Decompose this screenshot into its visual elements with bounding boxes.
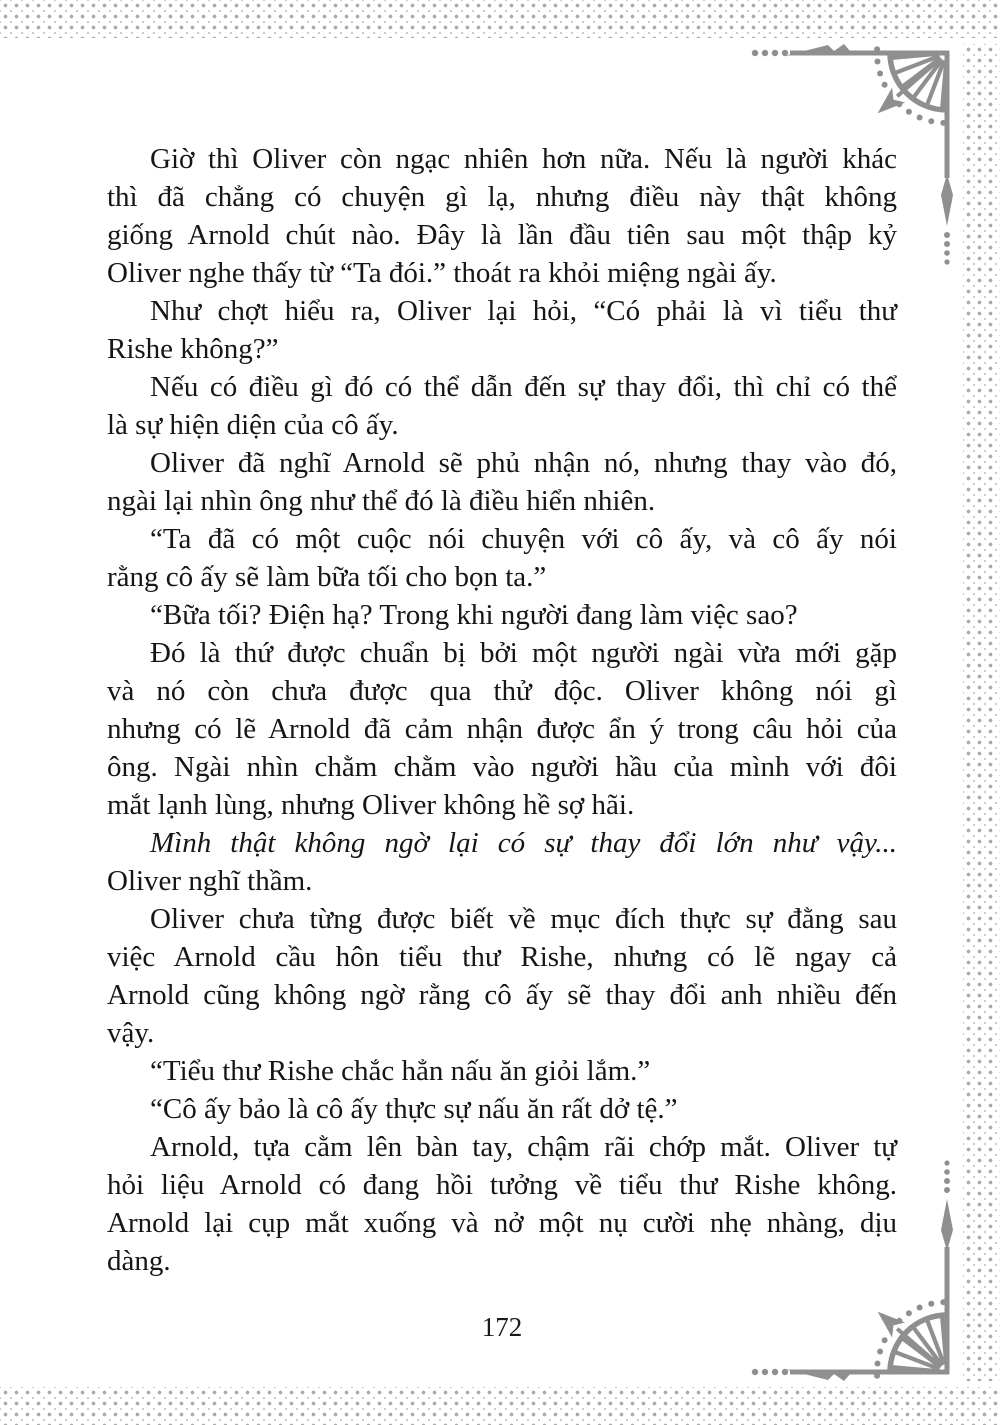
text-line: thì đã chẳng có chuyện gì lạ, nhưng điều này thật không — [107, 181, 897, 213]
text-line: mắt lạnh lùng, nhưng Oliver không hề sợ hãi. — [107, 789, 635, 821]
text-line: “Cô ấy bảo là cô ấy thực sự nấu ăn rất dở tệ.” — [150, 1093, 678, 1125]
text-line: “Bữa tối? Điện hạ? Trong khi người đang làm việc sao? — [150, 599, 798, 631]
text-line: Arnold lại cụp mắt xuống và nở một nụ cười nhẹ nhàng, dịu — [107, 1207, 897, 1239]
text-line: việc Arnold cầu hôn tiểu thư Rishe, nhưng có lẽ ngay cả — [107, 941, 897, 973]
text-line: Mình thật không ngờ lại có sự thay đổi lớn như vậy... — [150, 827, 897, 859]
text-line: Đó là thứ được chuẩn bị bởi một người ngài vừa mới gặp — [150, 637, 897, 669]
text-line: Rishe không?” — [107, 333, 279, 365]
text-line: hỏi liệu Arnold có đang hồi tưởng về tiểu thư Rishe không. — [107, 1169, 897, 1201]
text-line: Arnold cũng không ngờ rằng cô ấy sẽ thay đổi anh nhiều đến — [107, 979, 897, 1011]
halftone-border-bottom — [0, 1387, 1000, 1425]
text-line: Arnold, tựa cằm lên bàn tay, chậm rãi chớp mắt. Oliver tự — [150, 1131, 897, 1163]
halftone-border-top — [0, 0, 1000, 38]
text-line: Oliver đã nghĩ Arnold sẽ phủ nhận nó, nhưng thay vào đó, — [150, 447, 897, 479]
text-line: vậy. — [107, 1017, 155, 1049]
text-line: ngài lại nhìn ông như thể đó là điều hiển nhiên. — [107, 485, 656, 517]
halftone-border-right — [963, 44, 1000, 1381]
text-line: và nó còn chưa được qua thử độc. Oliver không nói gì — [107, 675, 897, 707]
text-line: dàng. — [107, 1245, 171, 1277]
text-line: là sự hiện diện của cô ấy. — [107, 409, 399, 441]
text-line: Oliver chưa từng được biết về mục đích thực sự đằng sau — [150, 903, 897, 935]
text-line: Oliver nghe thấy từ “Ta đói.” thoát ra khỏi miệng ngài ấy. — [107, 257, 777, 289]
text-line: giống Arnold chút nào. Đây là lần đầu tiên sau một thập kỷ — [107, 219, 897, 251]
text-line: Nếu có điều gì đó có thể dẫn đến sự thay đổi, thì chỉ có thể — [150, 371, 897, 403]
text-line: Oliver nghĩ thầm. — [107, 865, 313, 897]
text-line: nhưng có lẽ Arnold đã cảm nhận được ẩn ý trong câu hỏi của — [107, 713, 897, 745]
text-line: ông. Ngài nhìn chằm chằm vào người hầu của mình với đôi — [107, 751, 897, 783]
page-number: 172 — [481, 1312, 523, 1342]
text-line: “Ta đã có một cuộc nói chuyện với cô ấy, và cô ấy nói — [150, 523, 897, 555]
page-text — [107, 140, 897, 1280]
text-line: rằng cô ấy sẽ làm bữa tối cho bọn ta.” — [107, 561, 547, 593]
text-line: Như chợt hiểu ra, Oliver lại hỏi, “Có phải là vì tiểu thư — [150, 295, 897, 327]
text-line: Giờ thì Oliver còn ngạc nhiên hơn nữa. Nếu là người khác — [150, 143, 897, 175]
text-line: “Tiểu thư Rishe chắc hẳn nấu ăn giỏi lắm.” — [150, 1055, 651, 1087]
